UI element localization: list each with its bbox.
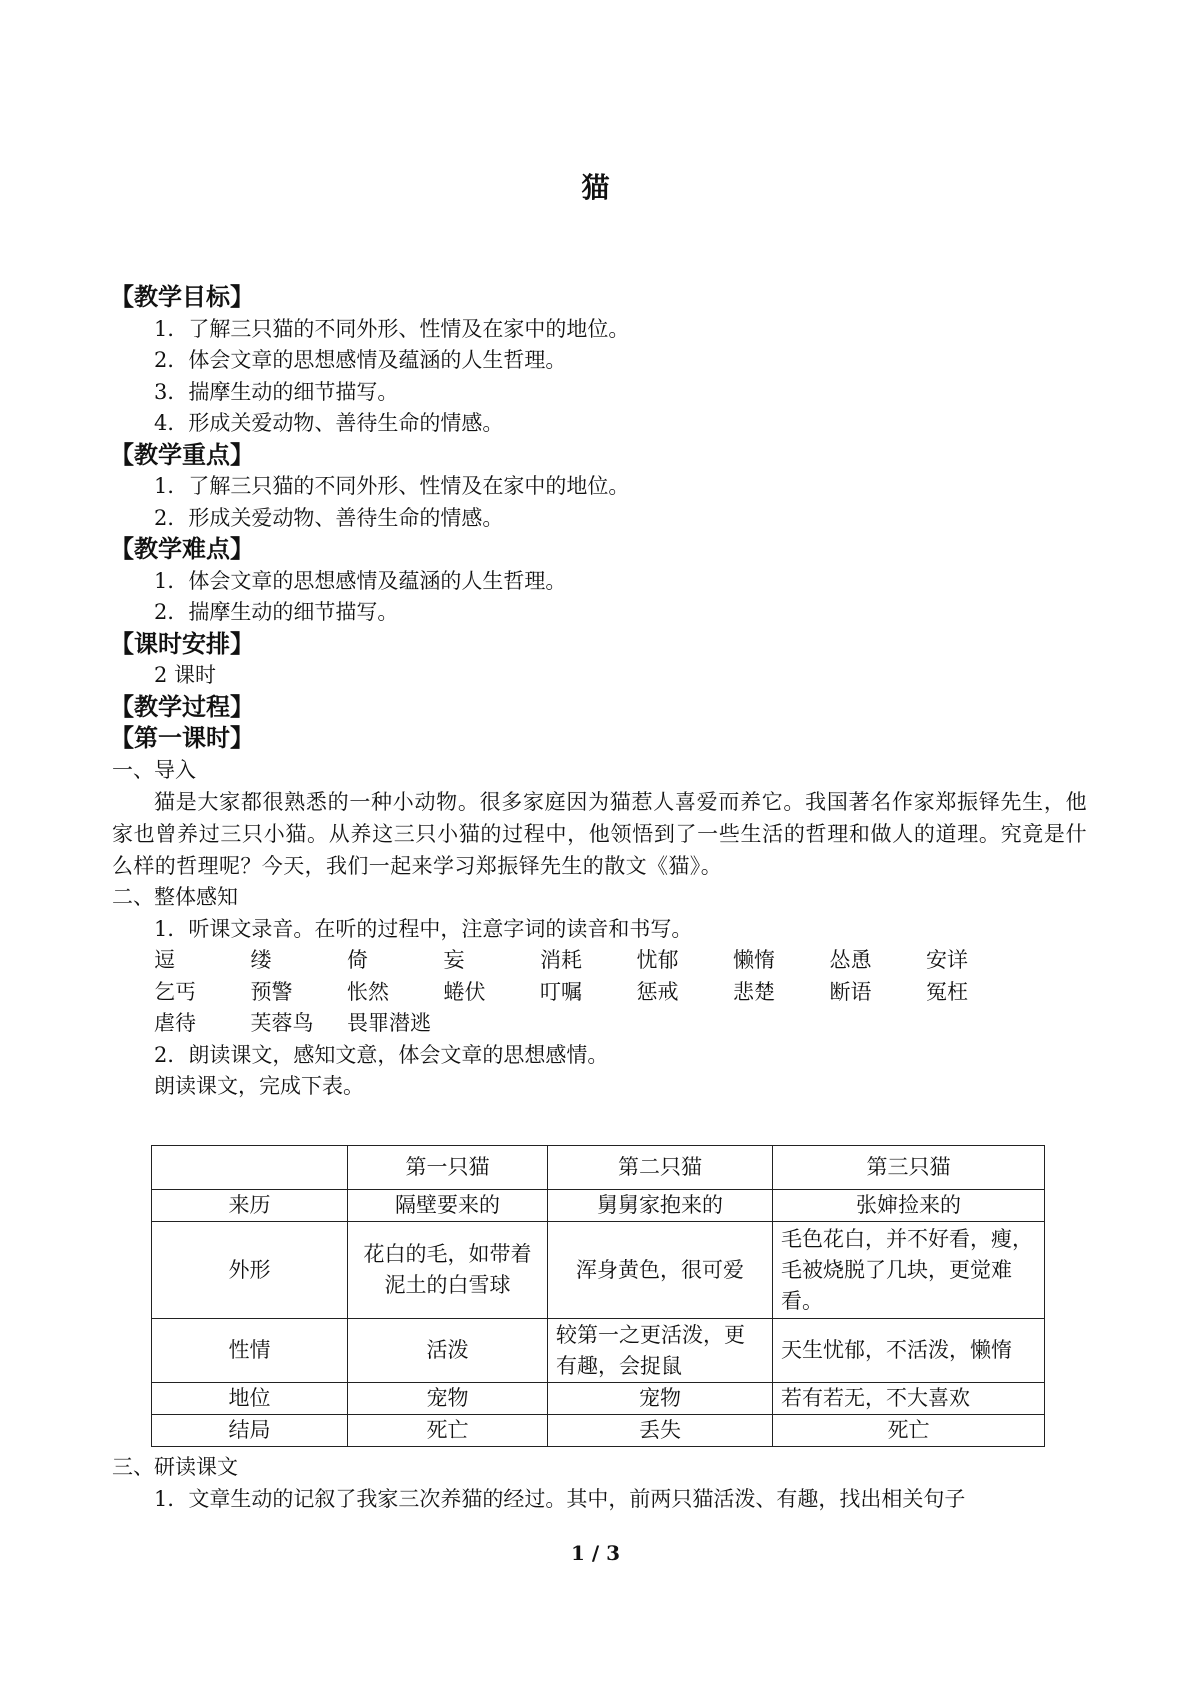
page-title: 猫: [581, 171, 610, 204]
vocab-word: 怂恿: [829, 948, 872, 972]
study-section: [112, 1452, 1087, 1515]
table-cell: 舅舅家抱来的: [548, 1190, 773, 1222]
table-cell: 隔壁要来的: [348, 1190, 548, 1222]
table-cell: 丢失: [548, 1415, 773, 1447]
section-heading-schedule: 【课时安排】: [110, 629, 254, 658]
lesson-content: [112, 282, 1087, 1103]
vocab-word: 缕: [250, 948, 272, 972]
table-cell: 天生忧郁，不活泼，懒惰: [773, 1319, 1045, 1383]
vocab-word: 忧郁: [636, 948, 679, 972]
cats-comparison-table: [151, 1145, 1045, 1447]
table-cell: 死亡: [348, 1415, 548, 1447]
section-heading-process: 【教学过程】: [110, 692, 254, 721]
vocab-word: 倚: [347, 948, 368, 972]
table-cell: 宠物: [348, 1383, 548, 1415]
page-number: 1 / 3: [570, 1541, 621, 1565]
table-cell: 花白的毛，如带着泥土的白雪球: [348, 1222, 548, 1319]
difficulty-item: 1．体会文章的思想感情及蕴涵的人生哲理。: [154, 568, 567, 593]
vocab-word: 虐待: [154, 1011, 196, 1035]
vocab-word: 懒惰: [733, 948, 775, 972]
goal-item: 1．了解三只猫的不同外形、性情及在家中的地位。: [154, 316, 630, 341]
table-row: [152, 1190, 1045, 1222]
overview-step1: 1．听课文录音。在听的过程中，注意字词的读音和书写。: [154, 916, 693, 941]
goal-item: 3．揣摩生动的细节描写。: [154, 379, 399, 404]
row-label: 性情: [152, 1319, 348, 1383]
table-header-cell: [152, 1146, 348, 1190]
vocab-word: 消耗: [540, 948, 582, 972]
table-cell: 张婶捡来的: [773, 1190, 1045, 1222]
table-header-cell: 第三只猫: [773, 1146, 1045, 1190]
goal-item: 2．体会文章的思想感情及蕴涵的人生哲理。: [154, 348, 567, 372]
vocab-word: 叮嘱: [540, 979, 582, 1004]
section-heading-key-points: 【教学重点】: [110, 440, 254, 469]
schedule-value: 2 课时: [154, 663, 217, 687]
intro-heading: 一、导入: [112, 757, 196, 782]
row-label: 地位: [152, 1383, 348, 1415]
vocab-row: [112, 1008, 1087, 1040]
vocab-word: 悲楚: [733, 979, 775, 1004]
vocab-word: 惩戒: [636, 979, 679, 1004]
vocab-row: [112, 977, 1087, 1009]
vocab-word: 怅然: [347, 979, 389, 1004]
overview-step2b: 朗读课文，完成下表。: [154, 1074, 364, 1098]
key-point-item: 2．形成关爱动物、善待生命的情感。: [154, 505, 504, 530]
vocab-word: 妄: [443, 948, 465, 972]
table-row: [152, 1319, 1045, 1383]
overview-step2: 2．朗读课文，感知文意，体会文章的思想感情。: [154, 1042, 609, 1067]
section-heading-first-lesson: 【第一课时】: [110, 724, 254, 752]
table-row: [152, 1415, 1045, 1447]
table-cell: 若有若无，不大喜欢: [773, 1383, 1045, 1415]
vocab-word: 畏罪潜逃: [347, 1011, 431, 1035]
row-label: 外形: [152, 1222, 348, 1319]
study-heading: 三、研读课文: [112, 1455, 238, 1479]
table-header-cell: 第一只猫: [348, 1146, 548, 1190]
table-cell: 较第一之更活泼，更有趣，会捉鼠: [548, 1319, 773, 1383]
goal-item: 4．形成关爱动物、善待生命的情感。: [154, 411, 504, 435]
vocab-word: 断语: [829, 979, 872, 1004]
table-cell: 毛色花白，并不好看，瘦，毛被烧脱了几块，更觉难看。: [773, 1222, 1045, 1319]
section-heading-goals: 【教学目标】: [110, 283, 254, 311]
table-cell: 浑身黄色，很可爱: [548, 1222, 773, 1319]
vocab-word: 乞丐: [154, 979, 196, 1004]
vocab-word: 安详: [926, 948, 968, 972]
vocab-word: 逗: [154, 948, 175, 972]
vocab-word: 预警: [250, 979, 293, 1004]
table-cell: 活泼: [348, 1319, 548, 1383]
overview-heading: 二、整体感知: [112, 885, 238, 909]
vocab-word: 芙蓉鸟: [250, 1011, 314, 1035]
key-point-item: 1．了解三只猫的不同外形、性情及在家中的地位。: [154, 474, 630, 498]
table-row: [152, 1222, 1045, 1319]
vocab-word: 蜷伏: [443, 979, 486, 1004]
vocab-row: [112, 945, 1087, 977]
row-label: 结局: [152, 1415, 348, 1447]
table-cell: 死亡: [773, 1415, 1045, 1447]
difficulty-item: 2．揣摩生动的细节描写。: [154, 600, 399, 624]
section-heading-difficulties: 【教学难点】: [110, 535, 254, 563]
table-row: [152, 1383, 1045, 1415]
table-cell: 宠物: [548, 1383, 773, 1415]
table-header-cell: 第二只猫: [548, 1146, 773, 1190]
row-label: 来历: [152, 1190, 348, 1222]
vocab-word: 冤枉: [926, 979, 968, 1004]
study-line: 1．文章生动的记叙了我家三次养猫的经过。其中，前两只猫活泼、有趣，找出相关句子: [154, 1486, 966, 1511]
intro-paragraph: 猫是大家都很熟悉的一种小动物。很多家庭因为猫惹人喜爱而养它。我国著名作家郑振铎先生，他家也曾养过三只小猫。从养这三只小猫的过程中，他领悟到了一些生活的哲理和做人的道理。究竟是什么样的哲理呢？今天，我们一起来学习郑振铎先生的散文《猫》。: [112, 790, 1087, 878]
table-header-row: [152, 1146, 1045, 1190]
